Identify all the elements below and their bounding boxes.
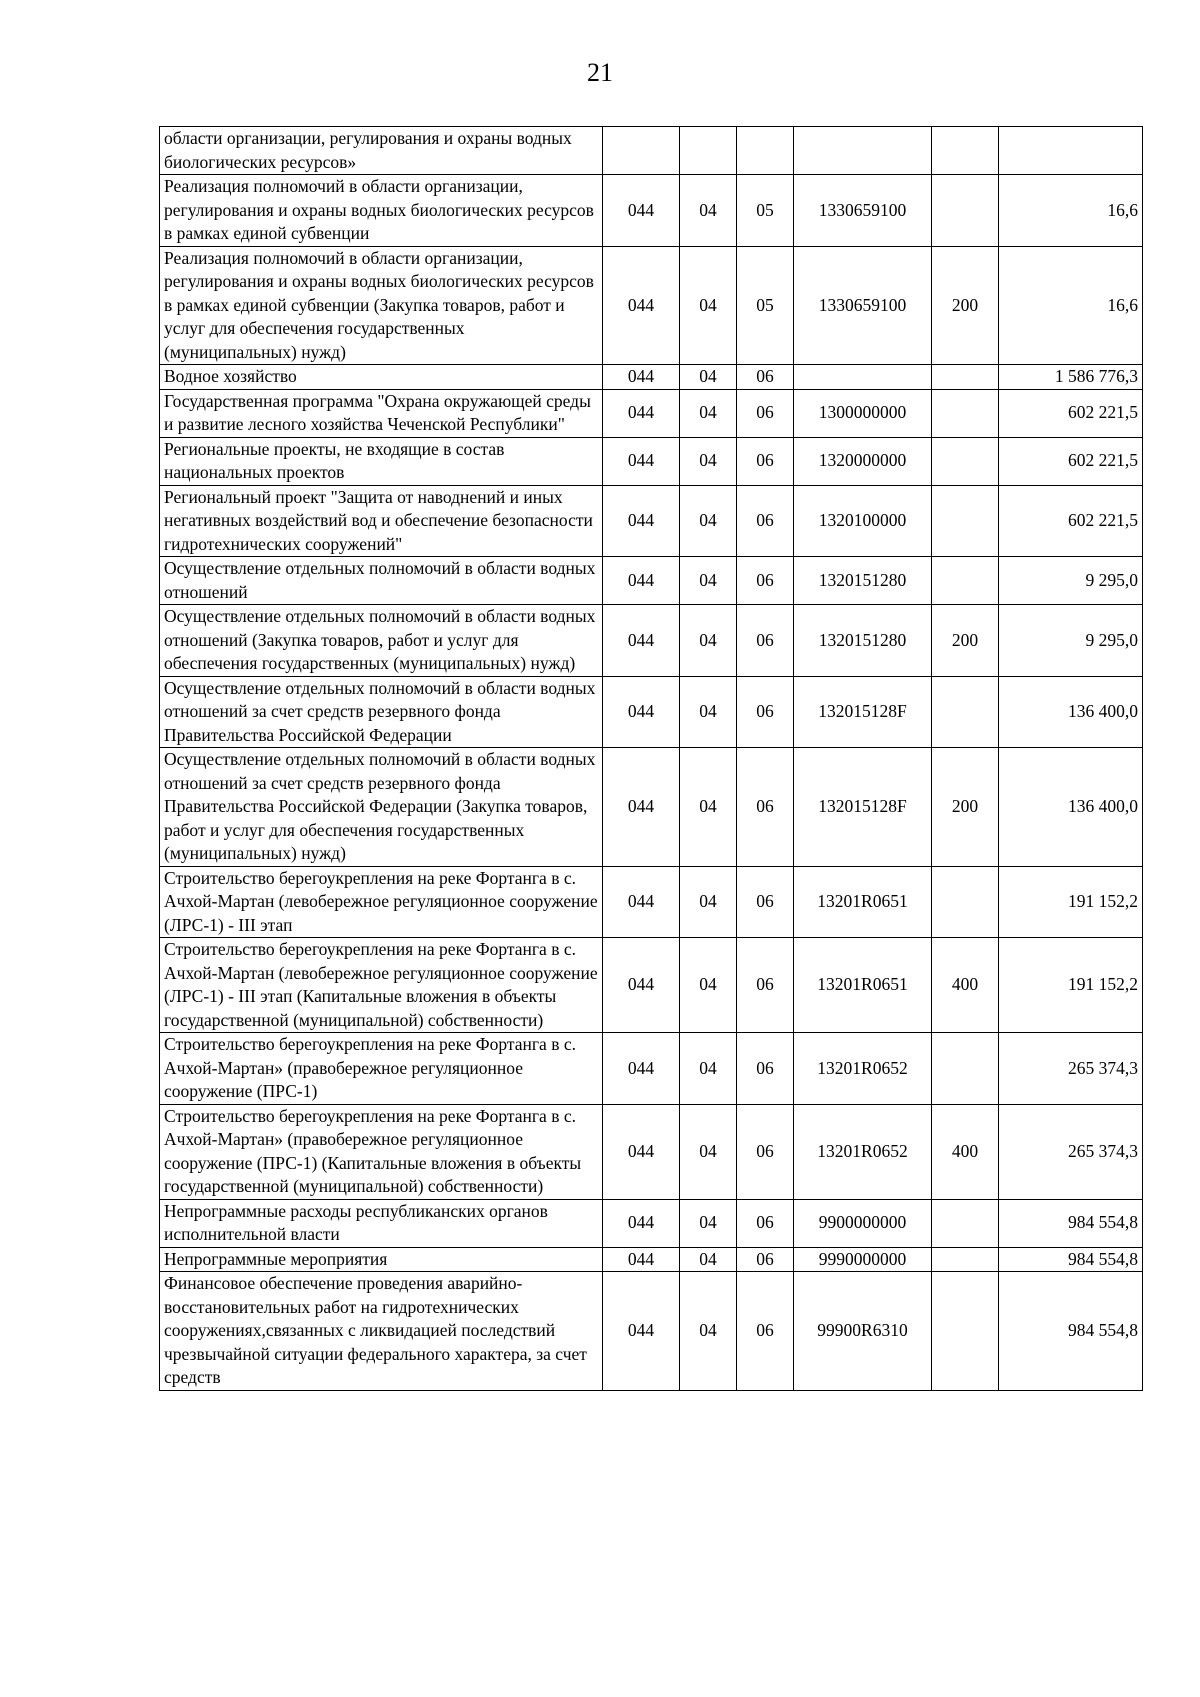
row-expense-type-cell	[932, 1272, 999, 1391]
row-expense-type-cell: 200	[932, 748, 999, 867]
row-amount-cell: 191 152,2	[999, 938, 1143, 1033]
budget-table-body	[160, 127, 1143, 1391]
table-row	[160, 557, 1143, 605]
row-subsection-cell: 06	[737, 365, 794, 390]
row-expense-type-cell	[932, 365, 999, 390]
row-amount-cell: 984 554,8	[999, 1199, 1143, 1247]
table-row	[160, 1104, 1143, 1199]
row-name-cell: Финансовое обеспечение проведения аварийно-восстановительных работ на гидротехнических сооружениях,связанных с ликвидацией последствий чрезвычайной ситуации федерального характера, за счет средств	[160, 1272, 603, 1391]
row-subsection-cell: 06	[737, 866, 794, 938]
row-amount-cell: 191 152,2	[999, 866, 1143, 938]
table-row	[160, 1272, 1143, 1391]
row-amount-cell: 9 295,0	[999, 605, 1143, 677]
row-name-cell: области организации, регулирования и охраны водных биологических ресурсов»	[160, 127, 603, 175]
row-name-cell: Региональные проекты, не входящие в состав национальных проектов	[160, 437, 603, 485]
row-target-article-cell	[794, 365, 932, 390]
budget-table	[159, 126, 1143, 1391]
row-subsection-cell: 06	[737, 1272, 794, 1391]
row-amount-cell: 1 586 776,3	[999, 365, 1143, 390]
row-expense-type-cell: 200	[932, 246, 999, 365]
row-expense-type-cell	[932, 389, 999, 437]
row-gr-code-cell: 044	[603, 938, 680, 1033]
row-name-cell: Осуществление отдельных полномочий в области водных отношений за счет средств резервного фонда Правительства Российской Федерации (Закупка товаров, работ и услуг для обеспечения государственных (муниципальных) нужд)	[160, 748, 603, 867]
row-subsection-cell: 06	[737, 605, 794, 677]
row-name-cell: Строительство берегоукрепления на реке Фортанга в с. Ачхой-Мартан (левобережное регуляционное сооружение (ЛРС-1) - III этап	[160, 866, 603, 938]
row-section-cell: 04	[680, 1104, 737, 1199]
row-section-cell	[680, 127, 737, 175]
row-section-cell: 04	[680, 246, 737, 365]
table-row	[160, 1247, 1143, 1272]
row-name-cell: Строительство берегоукрепления на реке Фортанга в с. Ачхой-Мартан (левобережное регуляционное сооружение (ЛРС-1) - III этап (Капитальные вложения в объекты государственной (муниципальной) собственности)	[160, 938, 603, 1033]
row-amount-cell: 602 221,5	[999, 437, 1143, 485]
row-name-cell: Осуществление отдельных полномочий в области водных отношений за счет средств резервного фонда Правительства Российской Федерации	[160, 676, 603, 748]
row-expense-type-cell	[932, 1247, 999, 1272]
row-amount-cell: 984 554,8	[999, 1272, 1143, 1391]
row-target-article-cell: 13201R0652	[794, 1104, 932, 1199]
row-target-article-cell: 1320151280	[794, 557, 932, 605]
row-subsection-cell: 06	[737, 1104, 794, 1199]
table-row	[160, 605, 1143, 677]
row-amount-cell: 984 554,8	[999, 1247, 1143, 1272]
row-name-cell: Водное хозяйство	[160, 365, 603, 390]
table-row	[160, 1033, 1143, 1105]
row-subsection-cell: 05	[737, 175, 794, 247]
row-section-cell: 04	[680, 1247, 737, 1272]
row-section-cell: 04	[680, 365, 737, 390]
row-section-cell: 04	[680, 1272, 737, 1391]
page-number: 21	[587, 58, 613, 87]
row-gr-code-cell: 044	[603, 485, 680, 557]
table-row	[160, 127, 1143, 175]
row-expense-type-cell	[932, 175, 999, 247]
row-subsection-cell: 06	[737, 938, 794, 1033]
table-row	[160, 485, 1143, 557]
row-amount-cell: 9 295,0	[999, 557, 1143, 605]
row-expense-type-cell	[932, 1033, 999, 1105]
table-row	[160, 365, 1143, 390]
row-gr-code-cell: 044	[603, 246, 680, 365]
row-expense-type-cell	[932, 866, 999, 938]
row-expense-type-cell	[932, 127, 999, 175]
row-target-article-cell: 13201R0651	[794, 938, 932, 1033]
row-target-article-cell: 132015128F	[794, 748, 932, 867]
row-gr-code-cell: 044	[603, 676, 680, 748]
table-row	[160, 437, 1143, 485]
row-subsection-cell: 06	[737, 1199, 794, 1247]
row-target-article-cell	[794, 127, 932, 175]
row-subsection-cell: 06	[737, 1033, 794, 1105]
row-expense-type-cell	[932, 485, 999, 557]
row-amount-cell: 265 374,3	[999, 1104, 1143, 1199]
row-target-article-cell: 9900000000	[794, 1199, 932, 1247]
row-name-cell: Осуществление отдельных полномочий в области водных отношений (Закупка товаров, работ и услуг для обеспечения государственных (муниципальных) нужд)	[160, 605, 603, 677]
table-row	[160, 938, 1143, 1033]
row-target-article-cell: 1320151280	[794, 605, 932, 677]
row-subsection-cell: 06	[737, 557, 794, 605]
row-gr-code-cell: 044	[603, 1247, 680, 1272]
row-gr-code-cell: 044	[603, 389, 680, 437]
row-target-article-cell: 13201R0652	[794, 1033, 932, 1105]
row-gr-code-cell: 044	[603, 365, 680, 390]
row-subsection-cell: 06	[737, 485, 794, 557]
row-section-cell: 04	[680, 1033, 737, 1105]
row-subsection-cell: 06	[737, 748, 794, 867]
table-row	[160, 246, 1143, 365]
row-gr-code-cell	[603, 127, 680, 175]
row-expense-type-cell	[932, 557, 999, 605]
row-section-cell: 04	[680, 389, 737, 437]
row-gr-code-cell: 044	[603, 1199, 680, 1247]
row-name-cell: Реализация полномочий в области организации, регулирования и охраны водных биологических ресурсов в рамках единой субвенции (Закупка товаров, работ и услуг для обеспечения государственных (муниципальных) нужд)	[160, 246, 603, 365]
row-gr-code-cell: 044	[603, 605, 680, 677]
row-section-cell: 04	[680, 1199, 737, 1247]
table-row	[160, 1199, 1143, 1247]
row-target-article-cell: 132015128F	[794, 676, 932, 748]
row-gr-code-cell: 044	[603, 557, 680, 605]
row-name-cell: Непрограммные мероприятия	[160, 1247, 603, 1272]
row-section-cell: 04	[680, 676, 737, 748]
row-subsection-cell: 06	[737, 437, 794, 485]
row-target-article-cell: 13201R0651	[794, 866, 932, 938]
row-name-cell: Непрограммные расходы республиканских органов исполнительной власти	[160, 1199, 603, 1247]
row-subsection-cell: 05	[737, 246, 794, 365]
row-section-cell: 04	[680, 605, 737, 677]
row-amount-cell: 16,6	[999, 246, 1143, 365]
row-section-cell: 04	[680, 437, 737, 485]
row-expense-type-cell: 400	[932, 1104, 999, 1199]
table-row	[160, 389, 1143, 437]
row-section-cell: 04	[680, 748, 737, 867]
row-section-cell: 04	[680, 485, 737, 557]
row-subsection-cell: 06	[737, 389, 794, 437]
row-expense-type-cell	[932, 676, 999, 748]
row-amount-cell: 602 221,5	[999, 389, 1143, 437]
row-target-article-cell: 1320000000	[794, 437, 932, 485]
table-row	[160, 175, 1143, 247]
row-amount-cell: 136 400,0	[999, 748, 1143, 867]
row-amount-cell: 136 400,0	[999, 676, 1143, 748]
table-row	[160, 748, 1143, 867]
row-gr-code-cell: 044	[603, 1033, 680, 1105]
row-expense-type-cell	[932, 1199, 999, 1247]
row-section-cell: 04	[680, 938, 737, 1033]
row-subsection-cell: 06	[737, 1247, 794, 1272]
row-name-cell: Осуществление отдельных полномочий в области водных отношений	[160, 557, 603, 605]
row-target-article-cell: 9990000000	[794, 1247, 932, 1272]
row-subsection-cell: 06	[737, 676, 794, 748]
table-row	[160, 676, 1143, 748]
row-amount-cell: 16,6	[999, 175, 1143, 247]
row-name-cell: Строительство берегоукрепления на реке Фортанга в с. Ачхой-Мартан» (правобережное регуляционное сооружение (ПРС-1) (Капитальные вложения в объекты государственной (муниципальной) собственности)	[160, 1104, 603, 1199]
row-gr-code-cell: 044	[603, 1104, 680, 1199]
row-expense-type-cell: 200	[932, 605, 999, 677]
row-gr-code-cell: 044	[603, 437, 680, 485]
row-section-cell: 04	[680, 175, 737, 247]
row-target-article-cell: 1300000000	[794, 389, 932, 437]
row-amount-cell: 265 374,3	[999, 1033, 1143, 1105]
row-expense-type-cell: 400	[932, 938, 999, 1033]
row-target-article-cell: 1320100000	[794, 485, 932, 557]
row-name-cell: Региональный проект "Защита от наводнений и иных негативных воздействий вод и обеспечение безопасности гидротехнических сооружений"	[160, 485, 603, 557]
table-row	[160, 866, 1143, 938]
row-name-cell: Строительство берегоукрепления на реке Фортанга в с. Ачхой-Мартан» (правобережное регуляционное сооружение (ПРС-1)	[160, 1033, 603, 1105]
row-gr-code-cell: 044	[603, 1272, 680, 1391]
row-amount-cell: 602 221,5	[999, 485, 1143, 557]
row-section-cell: 04	[680, 866, 737, 938]
row-subsection-cell	[737, 127, 794, 175]
row-name-cell: Государственная программа "Охрана окружающей среды и развитие лесного хозяйства Чеченской Республики"	[160, 389, 603, 437]
row-expense-type-cell	[932, 437, 999, 485]
row-target-article-cell: 1330659100	[794, 246, 932, 365]
row-gr-code-cell: 044	[603, 866, 680, 938]
row-name-cell: Реализация полномочий в области организации, регулирования и охраны водных биологических ресурсов в рамках единой субвенции	[160, 175, 603, 247]
row-section-cell: 04	[680, 557, 737, 605]
row-amount-cell	[999, 127, 1143, 175]
row-gr-code-cell: 044	[603, 175, 680, 247]
row-target-article-cell: 1330659100	[794, 175, 932, 247]
row-gr-code-cell: 044	[603, 748, 680, 867]
row-target-article-cell: 99900R6310	[794, 1272, 932, 1391]
